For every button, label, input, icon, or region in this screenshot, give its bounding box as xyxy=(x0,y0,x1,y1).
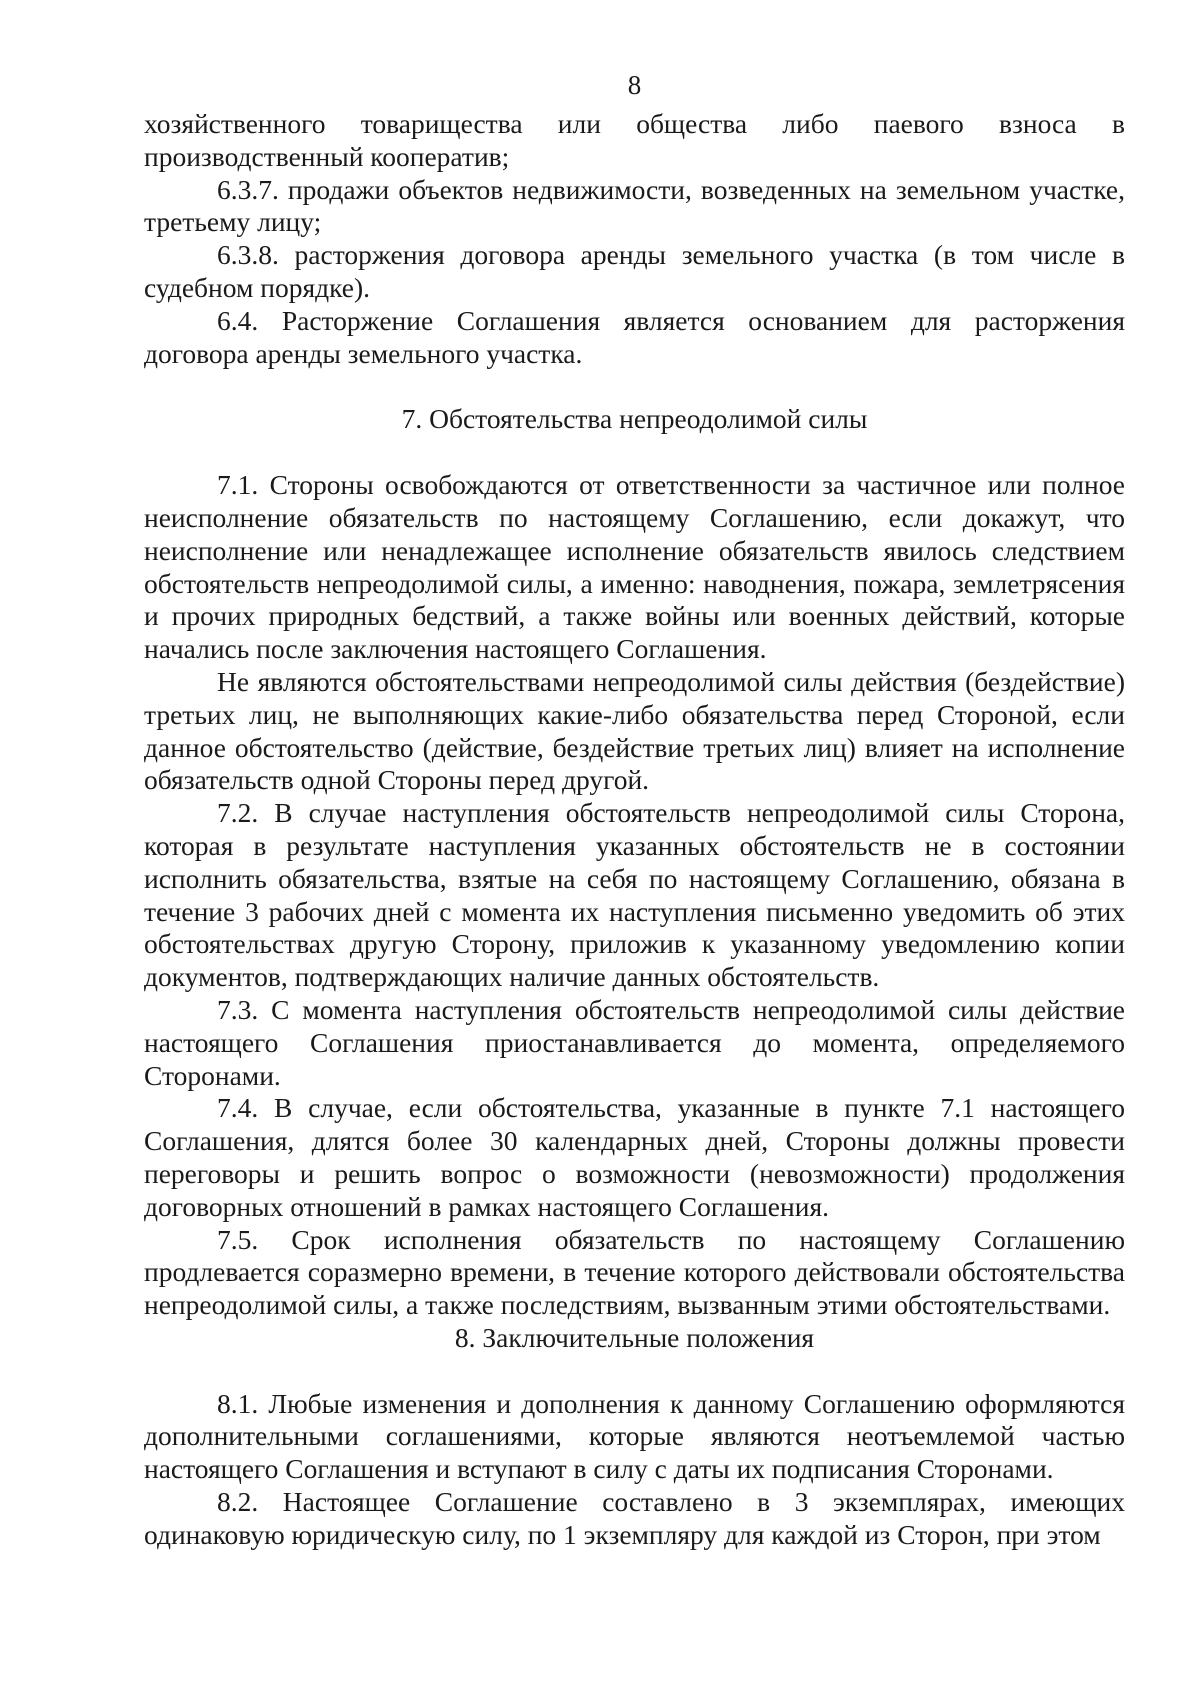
paragraph-7-2: 7.2. В случае наступления обстоятельств непреодолимой силы Сторона, которая в результате наступления указанных обстоятельств не в состоянии исполнить обязательства, взятые на себя по настоящему Соглашению, обязана в течение 3 рабочих дней с момента их наступления письменно уведомить об этих обстоятельствах другую Сторону, приложив к указанному уведомлению копии документов, подтверждающих наличие данных обстоятельств. xyxy=(144,797,1125,993)
paragraph-8-1: 8.1. Любые изменения и дополнения к данному Соглашению оформляются дополнительными соглашениями, которые являются неотъемлемой частью настоящего Соглашения и вступают в силу с даты их подписания Сторонами. xyxy=(144,1387,1125,1485)
page-number: 8 xyxy=(627,70,642,100)
section-heading-8: 8. Заключительные положения xyxy=(454,1321,815,1353)
paragraph-7-1: 7.1. Стороны освобождаются от ответственности за частичное или полное неисполнение обязательств по настоящему Соглашению, если докажут, что неисполнение или ненадлежащее исполнение обязательств явилось следствием обстоятельств непреодолимой силы, а именно: наводнения, пожара, землетрясения и прочих природных бедствий, а также войны или военных действий, которые начались после заключения настоящего Соглашения. xyxy=(144,469,1125,665)
paragraph-6-3-8: 6.3.8. расторжения договора аренды земельного участка (в том числе в судебном порядке). xyxy=(144,239,1125,303)
paragraph-8-2: 8.2. Настоящее Соглашение составлено в 3 экземплярах, имеющих одинаковую юридическую силу, по 1 экземпляру для каждой из Сторон, при этом xyxy=(144,1486,1125,1550)
paragraph-6-3-7: 6.3.7. продажи объектов недвижимости, возведенных на земельном участке, третьему лицу; xyxy=(144,173,1125,238)
paragraph-7-1-note: Не являются обстоятельствами непреодолимой силы действия (бездействие) третьих лиц, не выполняющих какие-либо обязательства перед Стороной, если данное обстоятельство (действие, бездействие третьих лиц) влияет на исполнение обязательств одной Стороны перед другой. xyxy=(144,665,1125,796)
paragraph-7-3: 7.3. С момента наступления обстоятельств непреодолимой силы действие настоящего Соглашения приостанавливается до момента, определяемого Сторонами. xyxy=(144,993,1125,1091)
document-page xyxy=(144,68,1125,1552)
paragraph-continuation: хозяйственного товарищества или общества либо паевого взноса в производственный кооператив; xyxy=(144,108,1125,172)
paragraph-7-5: 7.5. Срок исполнения обязательств по настоящему Соглашению продлевается соразмерно времени, в течение которого действовали обстоятельства непреодолимой силы, а также последствиям, вызванным этими обстоятельствами. xyxy=(144,1223,1125,1321)
paragraph-7-4: 7.4. В случае, если обстоятельства, указанные в пункте 7.1 настоящего Соглашения, длятся более 30 календарных дней, Стороны должны провести переговоры и решить вопрос о возможности (невозможности) продолжения договорных отношений в рамках настоящего Соглашения. xyxy=(144,1092,1125,1222)
paragraph-6-4: 6.4. Расторжение Соглашения является основанием для расторжения договора аренды земельного участка. xyxy=(144,304,1125,369)
section-heading-7: 7. Обстоятельства непреодолимой силы xyxy=(401,403,868,435)
